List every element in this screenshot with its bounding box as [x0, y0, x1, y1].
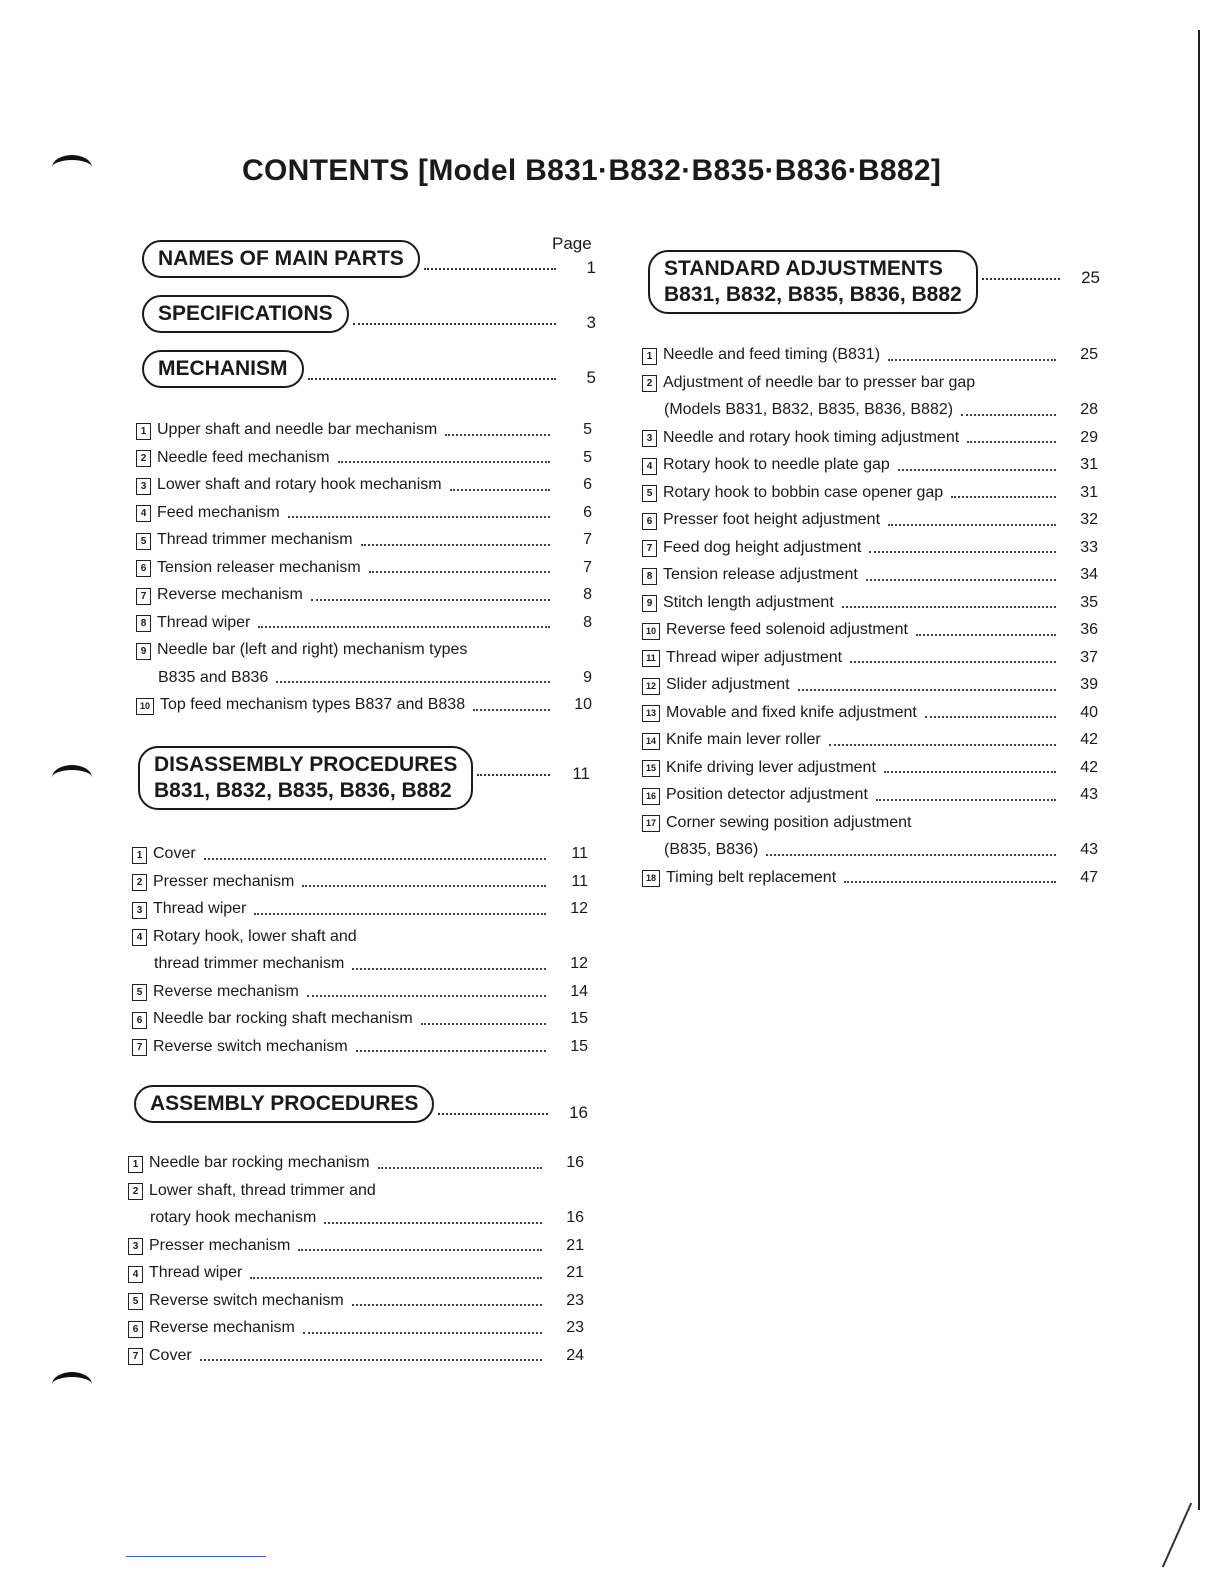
leader-dots [961, 413, 1056, 416]
toc-entry[interactable] [642, 341, 1098, 369]
item-number-box: 4 [128, 1266, 143, 1283]
entry-text: Rotary hook, lower shaft and [153, 927, 357, 945]
item-number-box: 16 [642, 788, 660, 805]
toc-entry[interactable] [642, 534, 1098, 562]
section-page: 25 [1081, 268, 1100, 287]
entry-text: Reverse mechanism [157, 586, 303, 603]
leader-dots [258, 625, 550, 628]
toc-entry[interactable] [642, 479, 1098, 507]
leader-dots [378, 1166, 542, 1169]
toc-entry[interactable] [642, 781, 1098, 809]
toc-entry[interactable] [128, 1342, 584, 1370]
item-number-box: 2 [136, 450, 151, 467]
item-number-box: 9 [136, 643, 151, 660]
item-number-box: 7 [132, 1039, 147, 1056]
item-number-box: 2 [132, 874, 147, 891]
item-number-box: 5 [128, 1293, 143, 1310]
leader-dots [850, 660, 1056, 663]
adjustments-list [642, 341, 1098, 891]
entry-page: 6 [583, 503, 592, 521]
entry-text: Thread trimmer mechanism [157, 531, 353, 548]
entry-page: 11 [571, 872, 588, 890]
entry-page: 23 [566, 1291, 584, 1309]
toc-entry[interactable] [128, 1259, 584, 1287]
entry-text: Upper shaft and needle bar mechanism [157, 421, 438, 438]
entry-text: Cover [149, 1346, 192, 1364]
entry-text: Thread wiper [153, 900, 247, 917]
entry-page: 40 [1080, 703, 1098, 721]
mechanism-list [136, 416, 592, 719]
leader-dots [967, 440, 1056, 443]
entry-text: Needle bar rocking mechanism [149, 1154, 370, 1171]
entry-page: 7 [583, 531, 592, 548]
section-specifications[interactable] [142, 295, 596, 333]
item-number-box: 9 [642, 595, 657, 612]
item-number-box: 7 [642, 540, 657, 557]
leader-dots [898, 468, 1056, 471]
section-page: 11 [572, 764, 590, 783]
section-label: NAMES OF MAIN PARTS [142, 240, 420, 278]
section-page: 16 [569, 1103, 588, 1122]
item-number-box: 18 [642, 870, 660, 887]
entry-text: Top feed mechanism types B837 and B838 [160, 696, 466, 713]
toc-entry[interactable] [128, 1149, 584, 1177]
item-number-box: 5 [136, 533, 151, 550]
entry-text: Thread wiper adjustment [666, 648, 843, 666]
entry-text: Movable and fixed knife adjustment [666, 703, 917, 721]
entry-text: Knife driving lever adjustment [666, 758, 876, 776]
entry-page: 47 [1080, 868, 1098, 886]
leader-dots [477, 773, 550, 776]
leader-dots [307, 994, 546, 997]
entry-page: 8 [583, 586, 592, 603]
entry-text: Lower shaft and rotary hook mechanism [157, 476, 442, 493]
leader-dots [352, 1303, 542, 1306]
section-page: 1 [586, 258, 596, 277]
item-number-box: 3 [136, 478, 151, 495]
toc-entry[interactable] [132, 923, 588, 951]
leader-dots [925, 715, 1056, 718]
toc-entry[interactable] [642, 864, 1098, 892]
toc-entry[interactable] [128, 1314, 584, 1342]
leader-dots [884, 770, 1056, 773]
entry-page: 21 [566, 1264, 584, 1281]
entry-text: Needle and rotary hook timing adjustment [663, 428, 960, 446]
entry-text: Needle bar rocking shaft mechanism [153, 1010, 413, 1027]
leader-dots [951, 495, 1056, 498]
entry-text: Needle and feed timing (B831) [663, 346, 881, 363]
toc-entry-continued[interactable] [136, 664, 592, 692]
entry-page: 7 [583, 558, 592, 576]
entry-text: Adjustment of needle bar to presser bar gap [663, 373, 976, 391]
toc-entry[interactable] [132, 868, 588, 896]
section-label-box [648, 250, 978, 314]
toc-entry[interactable] [136, 471, 592, 499]
entry-page: 24 [566, 1346, 584, 1364]
page-column-label: Page [552, 234, 592, 253]
leader-dots [982, 277, 1060, 280]
entry-text: Lower shaft, thread trimmer and [149, 1181, 376, 1199]
section-label: STANDARD ADJUSTMENTS [664, 257, 943, 280]
leader-dots [916, 633, 1056, 636]
section-assembly[interactable] [134, 1085, 588, 1123]
leader-dots [298, 1248, 542, 1251]
footer-rule [126, 1556, 266, 1557]
section-standard-adjustments[interactable] [648, 250, 1100, 314]
item-number-box: 12 [642, 678, 660, 695]
leader-dots [421, 1022, 546, 1025]
entry-page: 36 [1080, 621, 1098, 638]
toc-entry[interactable] [136, 444, 592, 472]
toc-entry[interactable] [642, 561, 1098, 589]
entry-page: 43 [1080, 841, 1098, 858]
page-title: CONTENTS [Model B831·B832·B835·B836·B882] [242, 154, 942, 187]
entry-text: Thread wiper [157, 613, 251, 631]
toc-entry[interactable] [642, 644, 1098, 672]
entry-page: 15 [570, 1010, 588, 1027]
entry-text: Timing belt replacement [666, 868, 837, 886]
leader-dots [311, 598, 550, 601]
item-number-box: 14 [642, 733, 660, 750]
toc-entry-continued[interactable] [128, 1204, 584, 1232]
entry-page: 6 [583, 476, 592, 493]
toc-entry-continued[interactable] [642, 396, 1098, 424]
entry-text: Stitch length adjustment [663, 593, 834, 611]
entry-page: 9 [583, 668, 592, 686]
entry-text: Presser foot height adjustment [663, 511, 881, 528]
toc-entry[interactable] [136, 499, 592, 527]
item-number-box: 13 [642, 705, 660, 722]
toc-entry[interactable] [642, 809, 1098, 837]
entry-page: 28 [1080, 401, 1098, 418]
entry-page: 32 [1080, 511, 1098, 528]
leader-dots [361, 543, 550, 546]
item-number-box: 8 [642, 568, 657, 585]
leader-dots [303, 1331, 542, 1334]
section-label-models: B831, B832, B835, B836, B882 [664, 283, 962, 306]
section-label: ASSEMBLY PROCEDURES [134, 1085, 434, 1123]
leader-dots [200, 1358, 542, 1361]
toc-entry[interactable] [642, 451, 1098, 479]
toc-entry[interactable] [642, 589, 1098, 617]
item-number-box: 7 [136, 588, 151, 605]
entry-text-continued: thread trimmer mechanism [154, 955, 345, 972]
entry-text: Needle bar (left and right) mechanism types [157, 641, 468, 658]
entry-text: Rotary hook to bobbin case opener gap [663, 483, 944, 501]
toc-entry[interactable] [136, 554, 592, 582]
item-number-box: 4 [642, 458, 657, 475]
toc-entry[interactable] [136, 636, 592, 664]
toc-entry[interactable] [132, 978, 588, 1006]
leader-dots [276, 680, 550, 683]
entry-text-continued: B835 and B836 [158, 668, 269, 686]
toc-entry[interactable] [642, 369, 1098, 397]
item-number-box: 5 [132, 984, 147, 1001]
entry-text: Rotary hook to needle plate gap [663, 456, 890, 473]
section-names-of-main-parts[interactable] [142, 240, 596, 278]
leader-dots [352, 967, 546, 970]
leader-dots [424, 267, 556, 270]
leader-dots [798, 688, 1056, 691]
entry-text-continued: (Models B831, B832, B835, B836, B882) [664, 401, 954, 418]
entry-text: Reverse mechanism [153, 982, 299, 1000]
toc-entry[interactable] [128, 1287, 584, 1315]
toc-entry[interactable] [136, 609, 592, 637]
leader-dots [308, 377, 557, 380]
toc-entry[interactable] [132, 1033, 588, 1061]
entry-page: 21 [566, 1236, 584, 1254]
toc-entry-continued[interactable] [132, 950, 588, 978]
entry-page: 31 [1080, 456, 1098, 473]
entry-page: 31 [1080, 483, 1098, 501]
item-number-box: 1 [642, 348, 657, 365]
toc-entry[interactable] [132, 895, 588, 923]
item-number-box: 3 [128, 1238, 143, 1255]
toc-entry[interactable] [128, 1177, 584, 1205]
item-number-box: 3 [132, 902, 147, 919]
toc-entry[interactable] [136, 691, 592, 719]
leader-dots [869, 550, 1056, 553]
toc-entry[interactable] [128, 1232, 584, 1260]
item-number-box: 1 [136, 423, 151, 440]
entry-text: Reverse feed solenoid adjustment [666, 621, 908, 638]
toc-entry[interactable] [136, 416, 592, 444]
toc-entry[interactable] [642, 699, 1098, 727]
entry-page: 15 [570, 1037, 588, 1055]
entry-page: 12 [570, 900, 588, 917]
entry-page: 14 [570, 982, 588, 1000]
entry-page: 42 [1080, 731, 1098, 748]
section-label-models: B831, B832, B835, B836, B882 [154, 779, 452, 802]
leader-dots [324, 1221, 542, 1224]
entry-text: Thread wiper [149, 1264, 243, 1281]
entry-text: Position detector adjustment [666, 786, 868, 803]
toc-entry[interactable] [642, 424, 1098, 452]
entry-text: Presser mechanism [153, 872, 295, 890]
item-number-box: 11 [642, 650, 660, 667]
item-number-box: 4 [132, 929, 147, 946]
entry-text: Tension release adjustment [663, 566, 858, 583]
leader-dots [766, 853, 1056, 856]
entry-page: 23 [566, 1319, 584, 1336]
entry-text-continued: (B835, B836) [664, 841, 759, 858]
leader-dots [888, 523, 1056, 526]
entry-text: Corner sewing position adjustment [666, 813, 912, 831]
entry-text: Reverse switch mechanism [153, 1037, 348, 1055]
toc-entry[interactable] [136, 581, 592, 609]
binding-mark [52, 765, 92, 790]
item-number-box: 1 [128, 1156, 143, 1173]
entry-page: 34 [1080, 566, 1098, 583]
item-number-box: 7 [128, 1348, 143, 1365]
entry-text: Cover [153, 845, 196, 862]
entry-page: 39 [1080, 676, 1098, 693]
entry-text: Reverse mechanism [149, 1319, 295, 1336]
entry-page: 11 [571, 845, 588, 862]
entry-page: 42 [1080, 758, 1098, 776]
item-number-box: 3 [642, 430, 657, 447]
entry-page: 16 [566, 1154, 584, 1171]
assembly-list [128, 1149, 584, 1369]
section-mechanism[interactable] [142, 350, 596, 388]
entry-page: 43 [1080, 786, 1098, 803]
entry-page: 5 [583, 448, 592, 466]
item-number-box: 6 [136, 560, 151, 577]
item-number-box: 6 [128, 1321, 143, 1338]
leader-dots [353, 322, 556, 325]
disassembly-list [132, 840, 588, 1060]
entry-text: Needle feed mechanism [157, 448, 330, 466]
leader-dots [204, 857, 546, 860]
entry-text: Presser mechanism [149, 1236, 291, 1254]
item-number-box: 2 [642, 375, 657, 392]
page-edge-line [1198, 30, 1200, 1510]
entry-page: 12 [570, 955, 588, 972]
leader-dots [250, 1276, 542, 1279]
leader-dots [438, 1112, 548, 1115]
toc-entry[interactable] [132, 840, 588, 868]
item-number-box: 15 [642, 760, 660, 777]
item-number-box: 1 [132, 847, 147, 864]
binding-mark [52, 1372, 92, 1397]
section-label: MECHANISM [142, 350, 304, 388]
item-number-box: 2 [128, 1183, 143, 1200]
leader-dots [338, 460, 550, 463]
scan-mark [1162, 1503, 1192, 1568]
entry-page: 29 [1080, 428, 1098, 446]
entry-page: 37 [1080, 648, 1098, 666]
section-label: SPECIFICATIONS [142, 295, 349, 333]
leader-dots [842, 605, 1056, 608]
toc-entry[interactable] [642, 754, 1098, 782]
item-number-box: 4 [136, 505, 151, 522]
section-page: 3 [586, 313, 596, 332]
leader-dots [445, 433, 550, 436]
entry-text: Tension releaser mechanism [157, 558, 361, 576]
item-number-box: 5 [642, 485, 657, 502]
toc-entry[interactable] [642, 616, 1098, 644]
binding-mark [52, 155, 92, 180]
toc-entry[interactable] [132, 1005, 588, 1033]
item-number-box: 10 [136, 698, 154, 715]
section-label-box [138, 746, 473, 810]
entry-page: 8 [583, 613, 592, 631]
leader-dots [288, 515, 550, 518]
entry-page: 33 [1080, 538, 1098, 556]
entry-text: Slider adjustment [666, 676, 790, 693]
section-page: 5 [586, 368, 596, 387]
leader-dots [888, 358, 1056, 361]
toc-entry[interactable] [642, 506, 1098, 534]
item-number-box: 10 [642, 623, 660, 640]
item-number-box: 17 [642, 815, 660, 832]
item-number-box: 8 [136, 615, 151, 632]
item-number-box: 6 [642, 513, 657, 530]
entry-page: 5 [583, 421, 592, 438]
toc-entry[interactable] [136, 526, 592, 554]
entry-page: 16 [566, 1209, 584, 1226]
leader-dots [829, 743, 1056, 746]
leader-dots [369, 570, 550, 573]
leader-dots [866, 578, 1056, 581]
entry-page: 35 [1080, 593, 1098, 611]
leader-dots [473, 708, 550, 711]
entry-text: Feed mechanism [157, 503, 280, 521]
entry-text: Knife main lever roller [666, 731, 821, 748]
entry-text-continued: rotary hook mechanism [150, 1209, 317, 1226]
item-number-box: 6 [132, 1012, 147, 1029]
leader-dots [356, 1049, 546, 1052]
entry-page: 25 [1080, 346, 1098, 363]
entry-text: Reverse switch mechanism [149, 1291, 344, 1309]
leader-dots [844, 880, 1056, 883]
section-disassembly[interactable] [138, 746, 590, 810]
toc-entry[interactable] [642, 671, 1098, 699]
leader-dots [254, 912, 546, 915]
section-label: DISASSEMBLY PROCEDURES [154, 753, 458, 776]
leader-dots [876, 798, 1056, 801]
toc-entry-continued[interactable] [642, 836, 1098, 864]
toc-entry[interactable] [642, 726, 1098, 754]
entry-text: Feed dog height adjustment [663, 538, 862, 556]
leader-dots [302, 884, 546, 887]
leader-dots [450, 488, 550, 491]
entry-page: 10 [574, 696, 592, 713]
